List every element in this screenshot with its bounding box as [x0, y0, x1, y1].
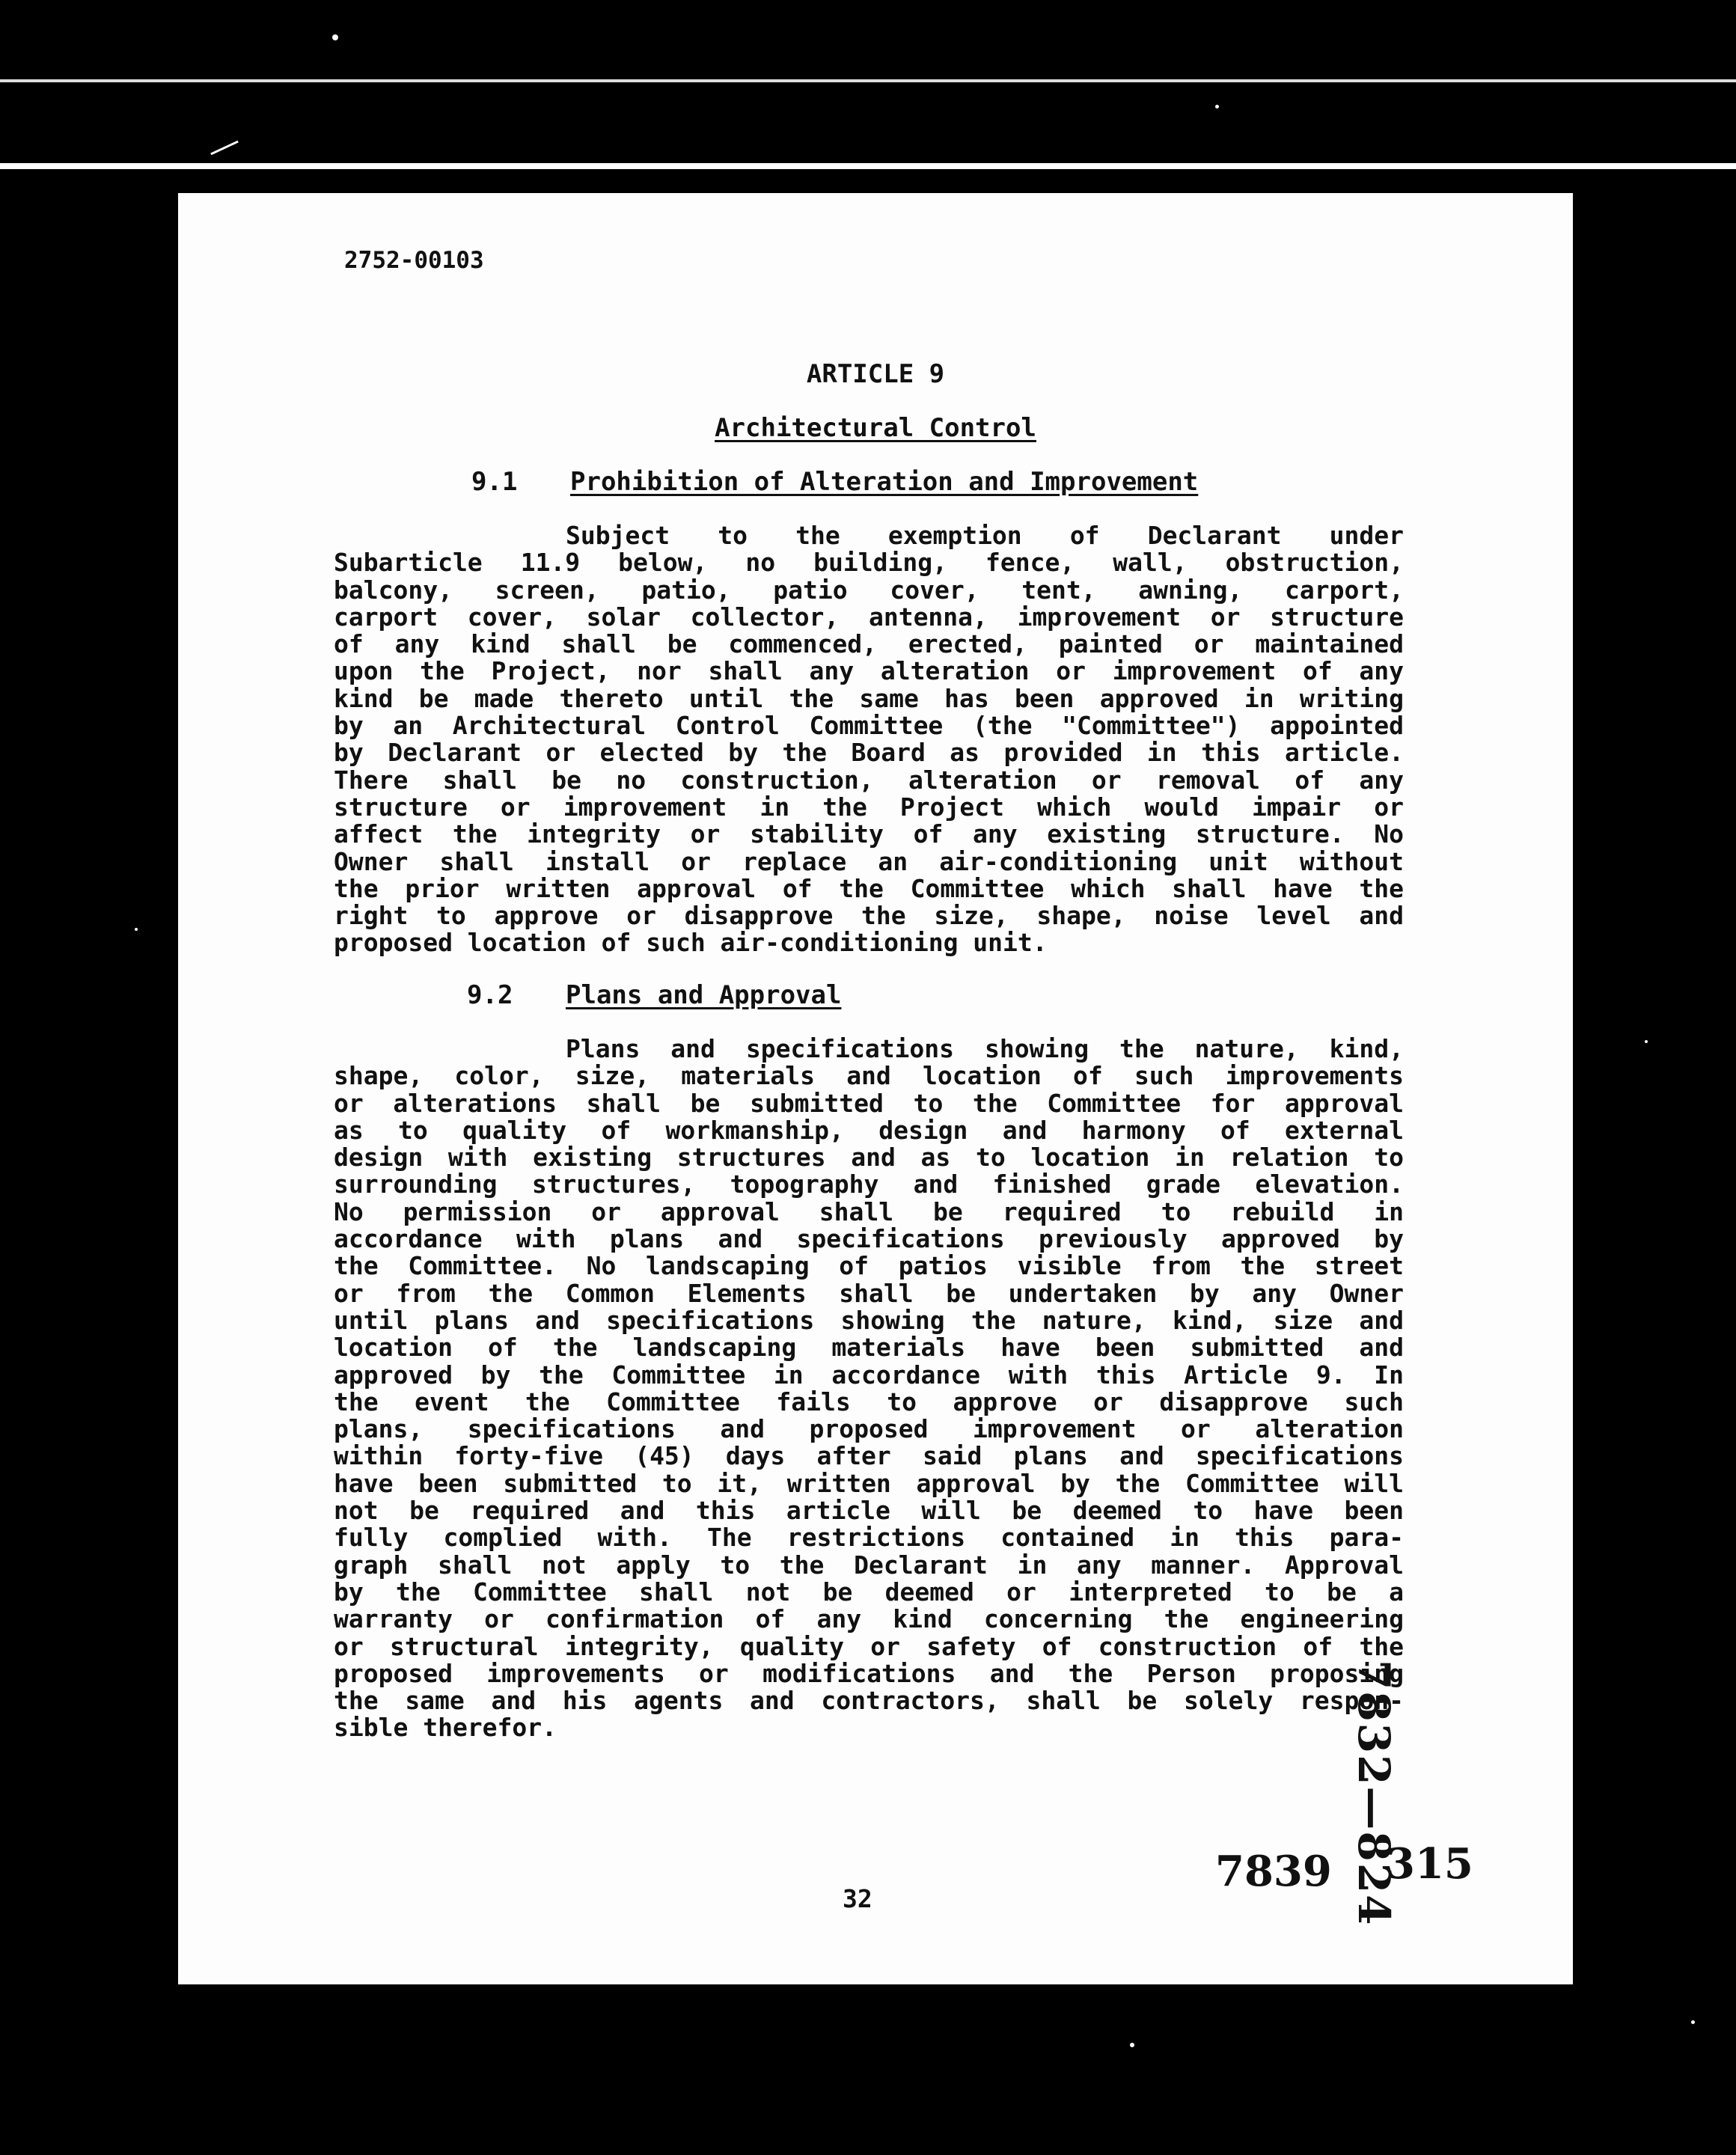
text-line: until plans and specifications showing the nature, kind, size and	[334, 1305, 1404, 1335]
section-number: 9.1	[471, 467, 518, 497]
section-body	[334, 522, 1404, 957]
text-line: approved by the Committee in accordance with this Article 9. In	[334, 1360, 1404, 1390]
text-line: No permission or approval shall be required to rebuild in	[334, 1196, 1404, 1226]
text-line: Owner shall install or replace an air-conditioning unit without	[334, 846, 1404, 876]
text-line: proposed improvements or modifications and the Person proposing	[334, 1658, 1404, 1688]
text-line: by Declarant or elected by the Board as provided in this article.	[334, 738, 1404, 768]
text-line: not be required and this article will be deemed to have been	[334, 1496, 1404, 1526]
text-line: Subject to the exemption of Declarant under	[566, 521, 1404, 550]
page-number: 32	[843, 1884, 872, 1913]
text-line: carport cover, solar collector, antenna, improvement or structure	[334, 602, 1404, 632]
scan-speck	[1215, 105, 1219, 108]
text-line: warranty or confirmation of any kind concerning the engineering	[334, 1604, 1404, 1634]
text-line: accordance with plans and specifications previously approved by	[334, 1224, 1404, 1254]
text-line: of any kind shall be commenced, erected, painted or maintained	[334, 629, 1404, 659]
text-line: within forty-five (45) days after said plans and specifications	[334, 1441, 1404, 1471]
text-line: right to approve or disapprove the size, shape, noise level and	[334, 901, 1404, 931]
text-line: balcony, screen, patio, patio cover, tent, awning, carport,	[334, 575, 1404, 605]
text-line: the Committee. No landscaping of patios visible from the street	[334, 1251, 1404, 1281]
text-line: upon the Project, nor shall any alteration or improvement of any	[334, 656, 1404, 686]
text-line: or structural integrity, quality or safety of construction of the	[334, 1631, 1404, 1661]
text-line: design with existing structures and as to location in relation to	[334, 1143, 1404, 1173]
scan-speck	[1645, 1040, 1648, 1043]
scan-speck	[1691, 2020, 1695, 2024]
scan-border-line-left-tick	[210, 141, 239, 156]
section-body	[334, 1036, 1404, 1742]
text-line: proposed location of such air-conditioning unit.	[334, 928, 1048, 958]
text-line: Subarticle 11.9 below, no building, fence, wall, obstruction,	[334, 548, 1404, 578]
text-line: structure or improvement in the Project which would impair or	[334, 792, 1404, 822]
text-line: sible therefor.	[334, 1713, 557, 1743]
recording-stamp-book: 7839	[1215, 1847, 1332, 1896]
document-id: 2752-00103	[344, 247, 484, 274]
scan-border-line-second	[0, 163, 1736, 169]
article-title: Architectural Control	[715, 413, 1036, 443]
text-line: or from the Common Elements shall be undertaken by any Owner	[334, 1278, 1404, 1308]
text-line: have been submitted to it, written approval by the Committee will	[334, 1468, 1404, 1498]
text-line: affect the integrity or stability of any existing structure. No	[334, 819, 1404, 849]
text-line: or alterations shall be submitted to the Committee for approval	[334, 1088, 1404, 1118]
recording-stamp-page: 315	[1386, 1839, 1473, 1889]
text-line: Plans and specifications showing the nature, kind,	[566, 1034, 1404, 1063]
text-line: shape, color, size, materials and location of such improvements	[334, 1061, 1404, 1091]
section-title: Plans and Approval	[566, 980, 842, 1010]
section-heading	[471, 467, 1198, 497]
section-heading	[467, 980, 841, 1010]
text-line: the prior written approval of the Committee which shall have the	[334, 873, 1404, 903]
text-line: by an Architectural Control Committee (the "Committee") appointed	[334, 711, 1404, 741]
text-line: location of the landscaping materials have been submitted and	[334, 1333, 1404, 1363]
text-line: surrounding structures, topography and finished grade elevation.	[334, 1170, 1404, 1199]
scan-speck	[1130, 2043, 1134, 2047]
text-line: by the Committee shall not be deemed or interpreted to be a	[334, 1577, 1404, 1607]
text-line: the same and his agents and contractors, shall be solely respon-	[334, 1686, 1404, 1716]
text-line: the event the Committee fails to approve or disapprove such	[334, 1387, 1404, 1416]
scan-border-line-top	[0, 79, 1736, 82]
section-number: 9.2	[467, 980, 513, 1010]
side-recording-stamp: 7832—824	[1348, 1660, 1399, 1927]
text-line: kind be made thereto until the same has been approved in writing	[334, 683, 1404, 713]
section-title: Prohibition of Alteration and Improvement	[570, 467, 1199, 497]
document-page	[178, 193, 1573, 1984]
text-line: graph shall not apply to the Declarant in any manner. Approval	[334, 1550, 1404, 1580]
article-heading: ARTICLE 9	[806, 359, 945, 389]
text-line: There shall be no construction, alteration or removal of any	[334, 765, 1404, 795]
text-line: as to quality of workmanship, design and harmony of external	[334, 1115, 1404, 1145]
scan-speck	[135, 928, 138, 931]
text-line: fully complied with. The restrictions contained in this para-	[334, 1523, 1404, 1553]
text-line: plans, specifications and proposed improvement or alteration	[334, 1414, 1404, 1444]
scan-speck	[332, 34, 338, 40]
